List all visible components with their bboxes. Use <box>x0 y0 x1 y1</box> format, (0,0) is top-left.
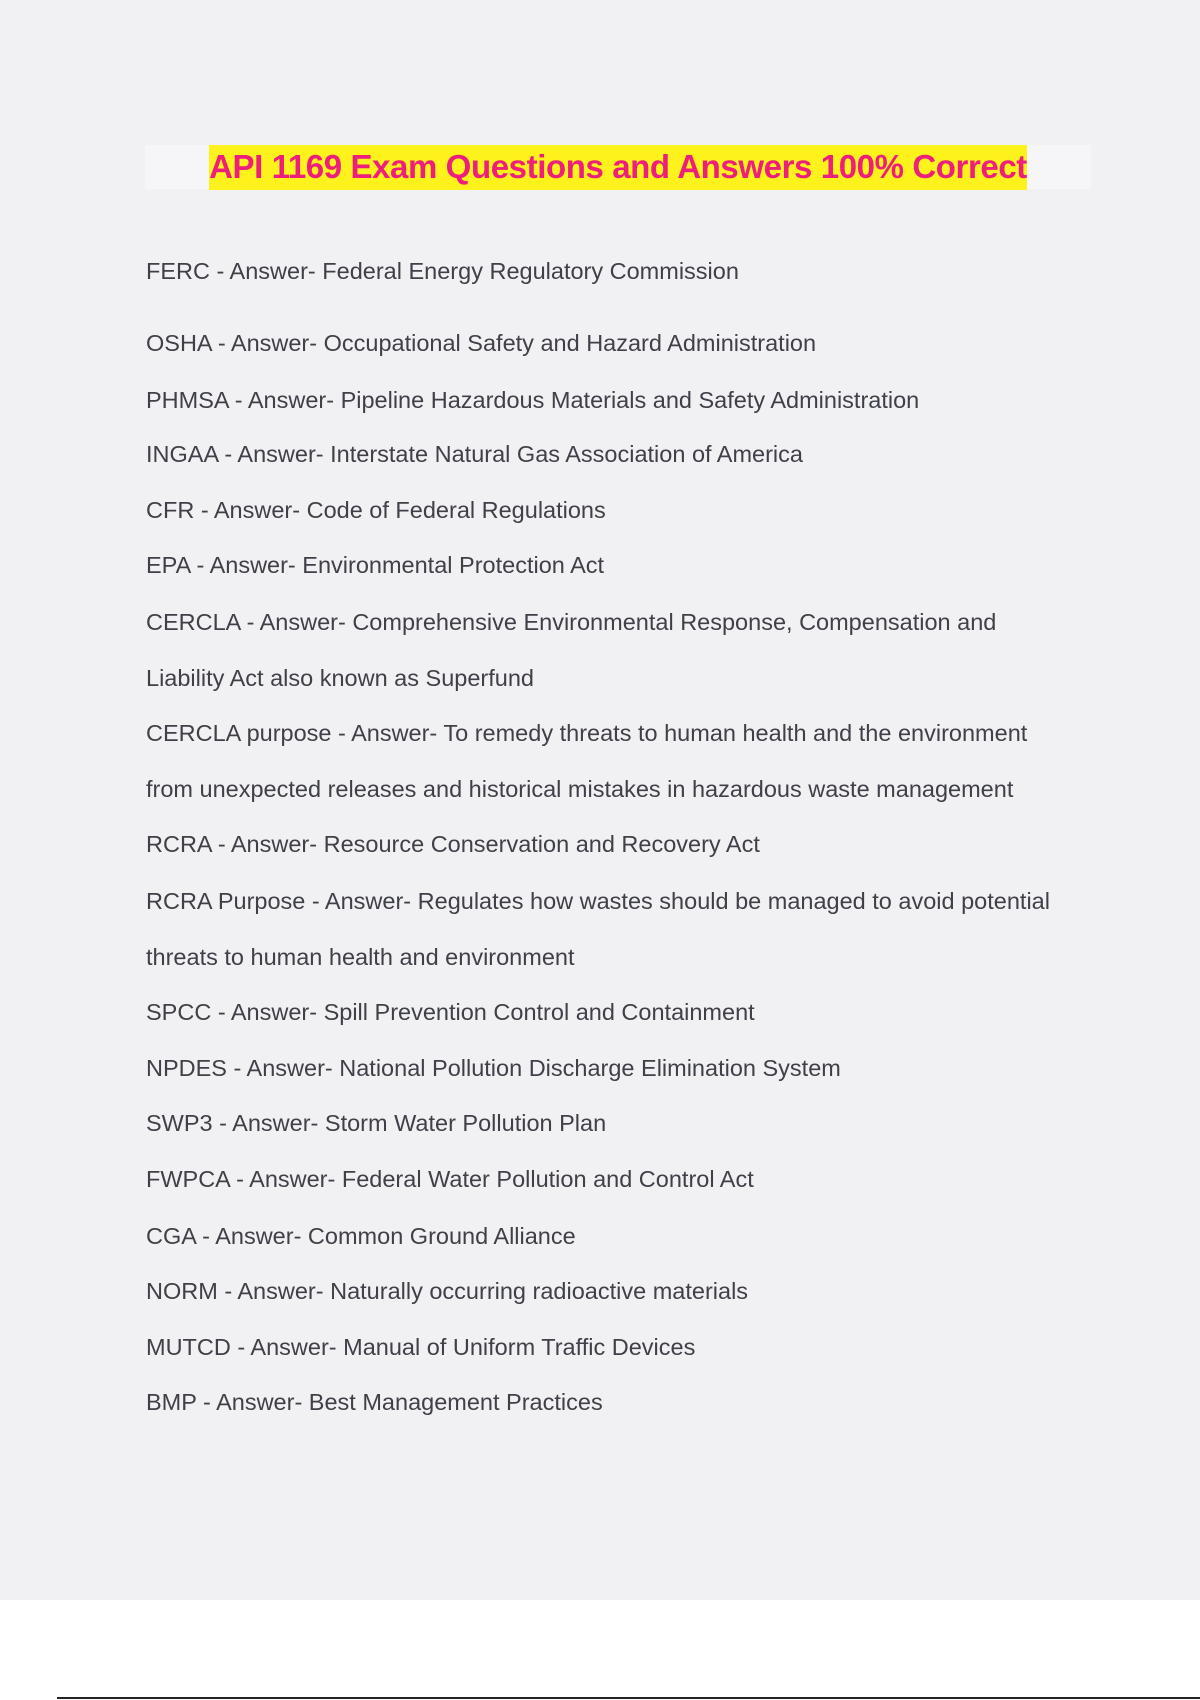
qa-line: SPCC - Answer- Spill Prevention Control and Containment <box>146 999 755 1025</box>
qa-line: INGAA - Answer- Interstate Natural Gas Association of America <box>146 441 803 467</box>
document-title: API 1169 Exam Questions and Answers 100% Correct <box>209 145 1027 190</box>
qa-line: RCRA Purpose - Answer- Regulates how wastes should be managed to avoid potential <box>146 888 1050 914</box>
qa-line: NORM - Answer- Naturally occurring radioactive materials <box>146 1278 749 1304</box>
qa-line-continuation: Liability Act also known as Superfund <box>146 665 534 691</box>
qa-line: CERCLA - Answer- Comprehensive Environmental Response, Compensation and <box>146 609 997 635</box>
qa-line: CERCLA purpose - Answer- To remedy threats to human health and the environment <box>146 720 1028 746</box>
qa-line-continuation: threats to human health and environment <box>146 944 575 970</box>
qa-line: EPA - Answer- Environmental Protection Act <box>146 552 605 578</box>
qa-line: FWPCA - Answer- Federal Water Pollution and Control Act <box>146 1166 754 1192</box>
title-block <box>145 145 1091 189</box>
footer-divider <box>57 1697 1200 1699</box>
qa-line: CGA - Answer- Common Ground Alliance <box>146 1223 576 1249</box>
qa-line: MUTCD - Answer- Manual of Uniform Traffic Devices <box>146 1334 696 1360</box>
qa-line: NPDES - Answer- National Pollution Discharge Elimination System <box>146 1055 841 1081</box>
qa-line: BMP - Answer- Best Management Practices <box>146 1389 603 1415</box>
qa-line: FERC - Answer- Federal Energy Regulatory Commission <box>146 258 739 284</box>
qa-line-continuation: from unexpected releases and historical mistakes in hazardous waste management <box>146 776 1014 802</box>
qa-line: SWP3 - Answer- Storm Water Pollution Plan <box>146 1110 607 1136</box>
qa-line: RCRA - Answer- Resource Conservation and Recovery Act <box>146 831 760 857</box>
qa-line: OSHA - Answer- Occupational Safety and Hazard Administration <box>146 330 817 356</box>
qa-line: PHMSA - Answer- Pipeline Hazardous Materials and Safety Administration <box>146 387 920 413</box>
qa-line: CFR - Answer- Code of Federal Regulations <box>146 497 606 523</box>
